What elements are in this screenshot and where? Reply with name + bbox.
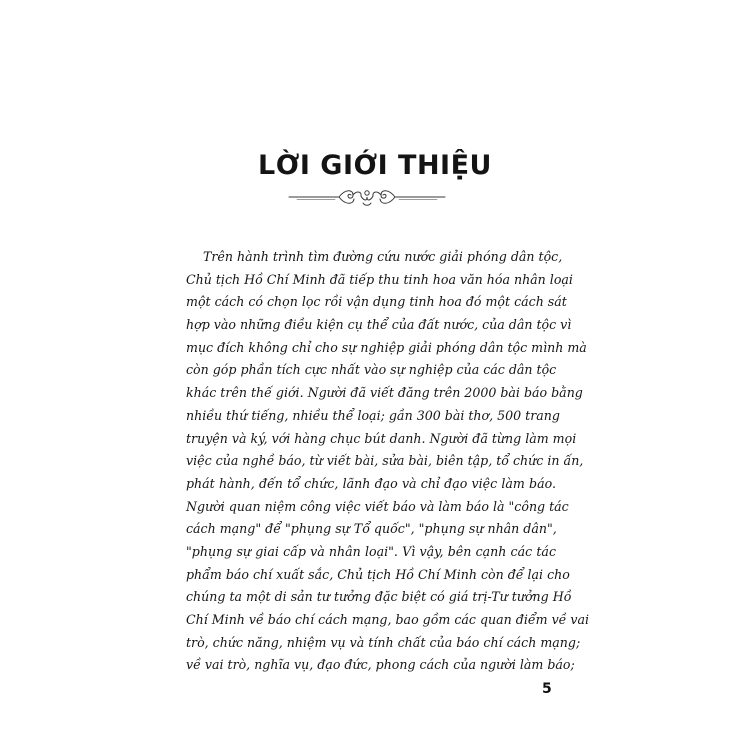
paragraph-line: Chủ tịch Hồ Chí Minh đã tiếp thu tinh hoa văn hóa nhân loại (186, 271, 573, 287)
paragraph-line: phát hành, đến tổ chức, lãnh đạo và chỉ đạo việc làm báo. (186, 475, 556, 491)
paragraph-line: trò, chức năng, nhiệm vụ và tính chất của báo chí cách mạng; (186, 634, 581, 650)
paragraph-line: một cách có chọn lọc rồi vận dụng tinh hoa đó một cách sát (186, 294, 567, 310)
page-title: LỜI GIỚI THIỆU (258, 150, 492, 181)
paragraph-line: hợp vào những điều kiện cụ thể của đất nước, của dân tộc vì (186, 317, 572, 333)
paragraph-line: mục đích không chỉ cho sự nghiệp giải phóng dân tộc mình mà (186, 339, 587, 355)
paragraph-line: Chí Minh về báo chí cách mạng, bao gồm các quan điểm về vai (186, 612, 590, 627)
paragraph-line: khác trên thế giới. Người đã viết đăng trên 2000 bài báo bằng (186, 385, 583, 401)
introduction-paragraph (186, 246, 590, 677)
paragraph-line: truyện và ký, với hàng chục bút danh. Người đã từng làm mọi (186, 430, 577, 446)
paragraph-line: về vai trò, nghĩa vụ, đạo đức, phong cách của người làm báo; (186, 657, 575, 673)
scroll-flourish-divider-icon (287, 184, 447, 210)
paragraph-line: Trên hành trình tìm đường cứu nước giải phóng dân tộc, (203, 249, 563, 264)
paragraph-line: phẩm báo chí xuất sắc, Chủ tịch Hồ Chí Minh còn để lại cho (186, 566, 570, 582)
paragraph-line: chúng ta một di sản tư tưởng đặc biệt có giá trị-Tư tưởng Hồ (186, 589, 572, 605)
paragraph-line: nhiều thứ tiếng, nhiều thể loại; gần 300 bài thơ, 500 trang (186, 407, 560, 423)
paragraph-line: việc của nghề báo, từ viết bài, sửa bài, biên tập, tổ chức in ấn, (186, 453, 584, 469)
page-number: 5 (542, 681, 552, 697)
paragraph-line: Người quan niệm công việc viết báo và làm báo là "công tác (186, 498, 569, 514)
paragraph-line: cách mạng" để "phụng sự Tổ quốc", "phụng sự nhân dân", (186, 521, 557, 537)
paragraph-line: còn góp phần tích cực nhất vào sự nghiệp của các dân tộc (186, 362, 557, 378)
paragraph-line: "phụng sự giai cấp và nhân loại". Vì vậy, bên cạnh các tác (186, 543, 556, 559)
